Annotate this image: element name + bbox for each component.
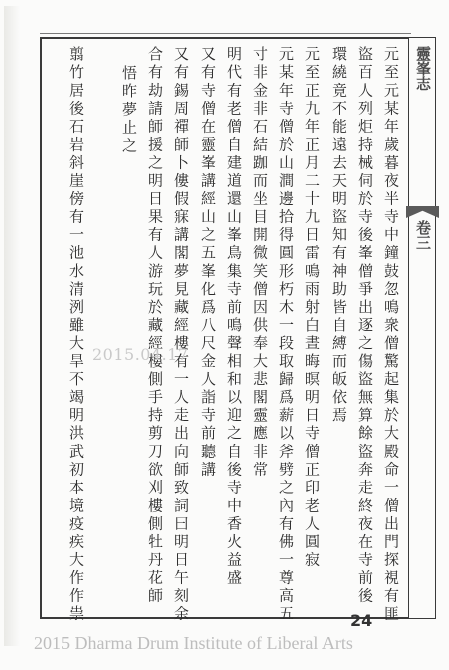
- text-column-4: 元至正九年正月二十九日雷鳴雨射白晝晦暝明日寺僧正印老人圓寂: [303, 46, 321, 570]
- text-column-8: 又有寺僧在靈峯講經山之五峯化爲八尺金人詣寺前聽講: [199, 46, 217, 480]
- banxin-volume: 卷三: [414, 220, 432, 250]
- text-column-1: 元至元某年歲暮夜半寺中鐘鼓忽鳴衆僧驚起集於大殿命一僧出門探視有匪: [382, 46, 400, 624]
- text-column-10: 合有劫請師援之明日果有人游玩於藏經樓側手持剪刀欲刈樓側牡丹花師: [146, 46, 164, 606]
- watermark-footer: 2015 Dharma Drum Institute of Liberal Arts: [34, 633, 353, 653]
- text-column-6: 寸非金非石結跏而坐目開微笑僧因供奉大悲閣靈應非常: [251, 46, 269, 480]
- banxin-margin: [409, 37, 436, 619]
- text-column-12: 翦竹居後石岩斜崖傍有一池水清洌雖大旱不竭明洪武初本境疫疾大作作祟: [67, 46, 85, 624]
- page-number: 24: [350, 611, 373, 630]
- text-column-5: 元某年寺僧於山澗邊拾得圓形朽木一段取歸爲薪以斧劈之內有佛一尊高五: [277, 46, 295, 624]
- text-column-11: 悟昨夢止之: [120, 65, 138, 156]
- text-column-7: 明代有老僧自建道還山峯鳥集寺前鳴聲相和以迎之自後寺中香火益盛: [225, 46, 243, 588]
- text-column-3: 環繞竟不能遠去天明盜知有神助皆自縛而皈依焉: [330, 46, 348, 426]
- watermark-date: 2015.04.17: [92, 345, 189, 364]
- frame-top-rule: [40, 33, 411, 34]
- text-column-2: 盜百人列炬持械伺於寺後峯僧爭出逐之傷盜無算餘盜奔走終夜在寺前後: [356, 46, 374, 606]
- text-column-9: 又有錫周禪師卜僂假寐講閣夢見藏經樓有一人走出向師致詞曰明日午刻余: [172, 46, 190, 624]
- banxin-title: 靈峯志: [414, 46, 432, 91]
- binding-shadow: [4, 6, 20, 646]
